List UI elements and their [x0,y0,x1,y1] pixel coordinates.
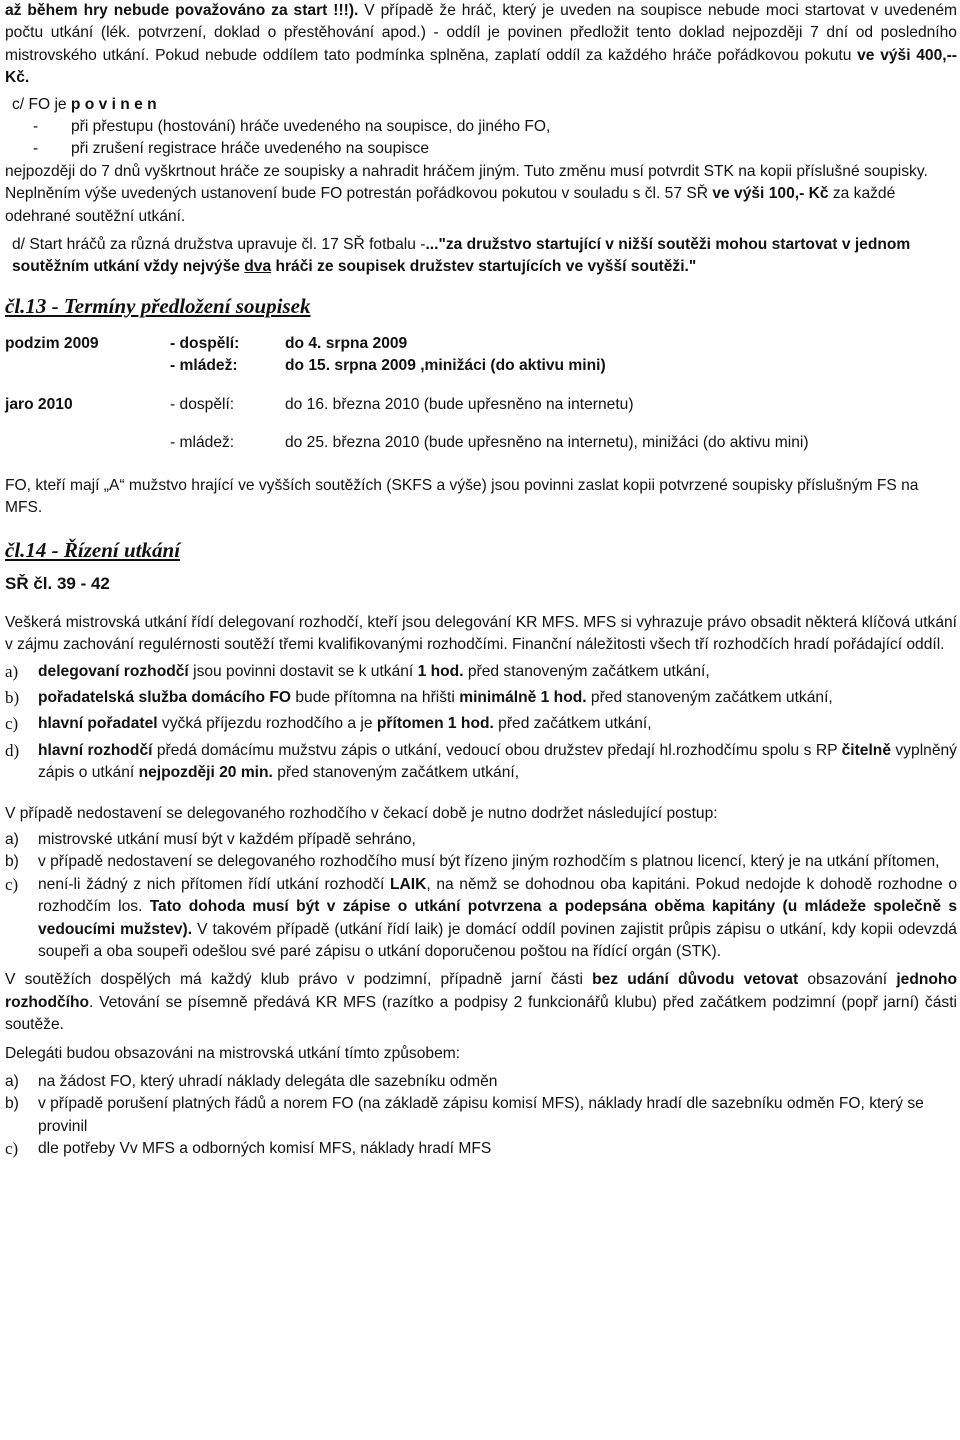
delegate-text: dle potřeby Vv MFS a odborných komisí MFS, náklady hradí MFS [38,1140,492,1158]
list-marker: c) [5,874,19,894]
veto-text: . Vetování se písemně předává KR MFS (razítko a podpisy 2 funkcionářů klubu) před začátkem podzimní (popř jarní) části soutěže. [5,993,957,1034]
section-c-body [5,161,957,228]
duty-text: vyplněný zápis o utkání [38,741,957,782]
duty-bold: hlavní rozhodčí [38,741,153,759]
duty-text: před stanoveným začátkem utkání, [272,764,520,782]
duty-text: bude přítomna na hřišti [291,688,460,706]
delegates-intro: Delegáti budou obsazováni na mistrovská utkání tímto způsobem: [5,1044,461,1062]
list-marker: b) [5,687,20,707]
section-d-quote-dva: dva [244,258,272,276]
deadline-group: - dospělí: [170,395,235,413]
duty-text: předá domácímu mužstvu zápis o utkání, vedoucí obou družstev předají hl.rozhodčímu spolu s RP [152,741,842,759]
section-d-prefix: d/ Start hráčů za různá družstva upravuje čl. 17 SŘ fotbalu - [12,236,426,254]
duty-item [5,661,957,683]
section-c-item [5,116,957,138]
list-marker: b) [5,853,19,871]
veto-bold: jednoho rozhodčího [5,971,957,1011]
delegate-item [5,1138,957,1160]
delegate-item [5,1071,957,1093]
absence-intro: V případě nedostavení se delegovaného rozhodčího v čekací době je nutno dodržet následující postup: [5,804,718,822]
deadline-group: - mládež: [170,434,235,452]
duty-text: vyčká příjezdu rozhodčího a je [157,715,377,733]
duty-item [5,713,957,735]
duty-text: před stanoveným začátkem utkání, [463,662,710,680]
section-c-povinen: p o v i n e n [70,95,157,113]
section-c-heading [5,94,957,116]
document-page [5,0,957,1161]
section-d-quote: ..."za družstvo startující v nižší soutěži mohou startovat v jednom soutěžním utkání vždy nejvýše [12,236,911,276]
deadline-season: podzim 2009 [5,334,99,352]
intro-bold-start: až během hry nebude považováno za start !!!). [5,2,359,19]
delegate-item [5,1093,957,1138]
list-marker: d) [5,740,20,760]
list-marker: a) [5,1073,19,1091]
list-marker: c) [5,714,19,734]
deadline-table-spring [5,394,957,455]
veto-text: V soutěžích dospělých má každý klub právo v podzimní, případně jarní části [5,971,593,989]
duty-item [5,687,957,709]
deadline-date: do 16. března 2010 (bude upřesněno na internetu) [285,395,634,413]
veto-text: obsazování [798,971,897,989]
absence-text: , na němž se dohodnou oba kapitáni. Pokud nedojde k dohodě rozhodne o rozhodčím los. [38,875,957,916]
absence-text: není-li žádný z nich přítomen řídí utkání rozhodčí [38,875,390,893]
delegate-text: v případě porušení platných řádů a norem FO (na základě zápisu komisí MFS), náklady hradí dle sazebníku odměn FO, který se provinil [38,1095,924,1135]
deadline-date: do 4. srpna 2009 [285,334,408,352]
delegate-text: na žádost FO, který uhradí náklady delegáta dle sazebníku odměn [38,1073,498,1091]
veto-bold: bez udání důvodu vetovat [592,971,799,989]
absence-text: mistrovské utkání musí být v každém případě sehráno, [38,830,416,848]
duty-bold: nejpozději 20 min. [138,764,273,782]
deadline-group: - mládež: [170,357,238,375]
section-d-quote-end: hráči ze soupisek družstev startujících ve vyšší soutěži." [271,258,697,276]
cl13-note: FO, kteří mají „A“ mužstvo hrající ve vyšších soutěžích (SKFS a výše) jsou povinni zaslat kopii potvrzené soupisky příslušným FS na MFS. [5,476,919,516]
deadline-group: - dospělí: [170,334,240,352]
absence-bold: LAIK [389,875,427,893]
deadline-date: do 15. srpna 2009 ,minižáci (do aktivu mini) [285,357,606,375]
section-c-item-text: při přestupu (hostování) hráče uvedeného na soupisce, do jiného FO, [71,118,551,136]
absence-item [5,829,957,851]
dash-marker: - [33,118,39,136]
cl13-heading: čl.13 - Termíny předložení soupisek [5,293,311,318]
deadline-table [5,333,957,378]
section-c-item [5,138,957,160]
deadline-season [5,432,170,454]
duty-bold: čitelně [841,741,892,759]
duty-text: před stanoveným začátkem utkání, [586,688,833,706]
duty-bold: delegovaní rozhodčí [38,662,189,680]
section-c-body-text: nejpozději do 7 dnů vyškrtnout hráče ze soupisky a nahradit hráčem jiným. Tuto změnu musí potvrdit STK na kopii příslušné soupisky. Neplněním výše uvedených ustanovení bude FO potrestán pořádkovou pokutou v souladu s čl. 57 SŘ [5,162,928,203]
veto-paragraph [5,969,957,1036]
duty-bold: minimálně 1 hod. [459,688,587,706]
duty-text: jsou povinni dostavit se k utkání [188,662,418,680]
section-c-item-text: při zrušení registrace hráče uvedeného na soupisce [71,140,430,158]
duty-bold: přítomen 1 hod. [376,715,494,733]
duty-bold: hlavní pořadatel [38,715,158,733]
list-marker: c) [5,1139,19,1159]
intro-paragraph [5,0,957,90]
list-marker: b) [5,1095,19,1113]
absence-item [5,874,957,964]
duty-text: před začátkem utkání, [493,715,652,733]
absence-text: V takovém případě (utkání řídí laik) je domácí oddíl povinen zajistit průpis zápisu o utkání, kdy kopii odevzdá soupeři a oba soupeři odešlou své paré zápisu o utkání doporučenou poštou na řídící orgán (STK). [38,920,957,960]
cl14-reference: SŘ čl. 39 - 42 [5,574,110,594]
section-c-fine: ve výši 100,- Kč [712,185,829,203]
intro-text: V případě že hráč, který je uveden na soupisce nebude moci startovat v uvedeném počtu utkání (lék. potvrzení, doklad o přestěhování apod.) - oddíl je povinen předložit tento doklad nejpozději 7 dní od posledního mistrovského utkání. Pokud nebude oddílem tato podmínka splněna, zaplatí oddíl za každého hráče pořádkovou pokutu [5,2,957,64]
absence-bold: Tato dohoda musí být v zápise o utkání potvrzena a podepsána oběma kapitány (u mládeže společně s vedoucími mužstev). [38,898,957,938]
deadline-date: do 25. března 2010 (bude upřesněno na internetu), minižáci (do aktivu mini) [285,434,809,452]
list-marker: a) [5,661,19,681]
duty-bold: 1 hod. [417,662,464,680]
cl14-heading: čl.14 - Řízení utkání [5,538,181,563]
section-d-paragraph [5,234,957,279]
deadline-season [5,355,170,377]
duty-bold: pořadatelská služba domácího FO [38,688,292,706]
intro-fine: ve výši 400,-- Kč. [5,46,957,87]
section-c-prefix: c/ FO je [12,95,71,113]
cl14-intro: Veškerá mistrovská utkání řídí delegovaní rozhodčí, kteří jsou delegování KR MFS. MFS si vyhrazuje právo obsadit některá klíčová utkání v zájmu zachování regulérnosti soutěží třemi kvalifikovanými rozhodčími. Finanční náležitosti všech tří rozhodčích hradí pořádající oddíl. [5,613,957,654]
deadline-season: jaro 2010 [5,395,73,413]
dash-marker: - [33,140,39,158]
absence-item [5,851,957,873]
duty-item [5,740,957,785]
list-marker: a) [5,830,19,848]
section-c-body-end: za každé odehrané soutěžní utkání. [5,185,896,225]
absence-text: v případě nedostavení se delegovaného rozhodčího musí být řízeno jiným rozhodčím s platnou licencí, který je na utkání přítomen, [38,853,940,871]
